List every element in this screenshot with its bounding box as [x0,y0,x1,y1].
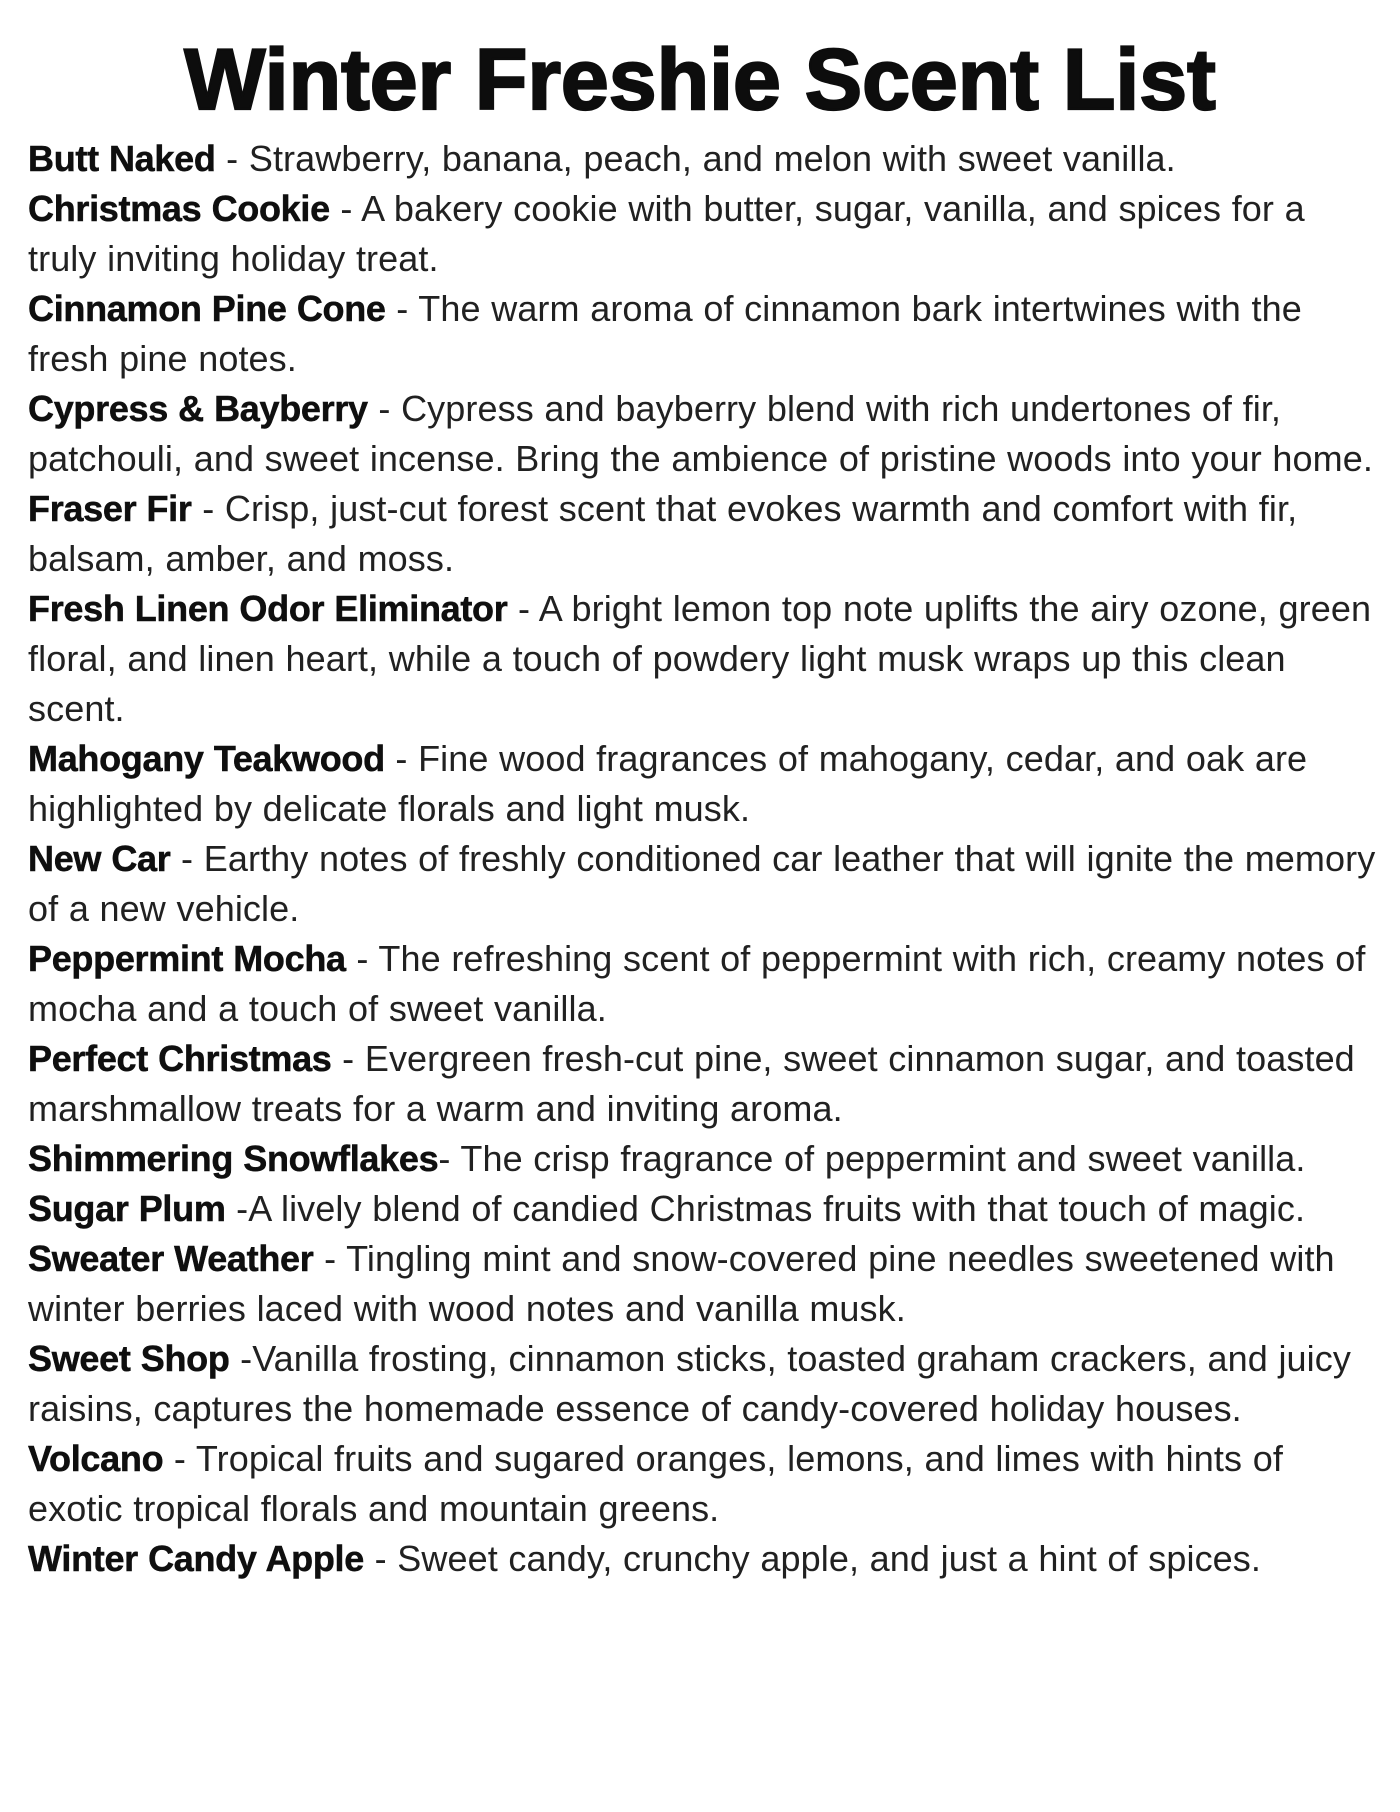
scent-description: A lively blend of candied Christmas fruits with that touch of magic. [248,1188,1306,1229]
scent-name: Butt Naked [28,138,216,179]
scent-name: Volcano [28,1438,164,1479]
scent-description: Cypress and bayberry blend with rich undertones of fir, patchouli, and sweet incense. Bring the ambience of pristine woods into your home. [28,388,1373,479]
scent-separator: - [215,138,249,179]
scent-item [28,284,1378,384]
scent-item [28,1534,1378,1584]
scent-item [28,1134,1378,1184]
scent-description: Tingling mint and snow-covered pine needles sweetened with winter berries laced with wood notes and vanilla musk. [28,1238,1335,1329]
scent-item [28,184,1378,284]
scent-list [0,132,1400,1584]
scent-separator: - [225,1188,249,1229]
scent-name: Peppermint Mocha [28,938,346,979]
scent-separator: - [345,938,379,979]
scent-item [28,384,1378,484]
scent-description: The warm aroma of cinnamon bark intertwines with the fresh pine notes. [28,288,1302,379]
scent-description: A bakery cookie with butter, sugar, vanilla, and spices for a truly inviting holiday treat. [28,188,1305,279]
scent-separator: - [329,188,362,229]
scent-description: Evergreen fresh-cut pine, sweet cinnamon sugar, and toasted marshmallow treats for a warm and inviting aroma. [28,1038,1355,1129]
scent-name: Winter Candy Apple [28,1538,364,1579]
scent-name: Sweet Shop [28,1338,230,1379]
scent-name: Mahogany Teakwood [28,738,385,779]
scent-description: Vanilla frosting, cinnamon sticks, toasted graham crackers, and juicy raisins, captures the homemade essence of candy-covered holiday houses. [28,1338,1351,1429]
scent-description: Tropical fruits and sugared oranges, lemons, and limes with hints of exotic tropical florals and mountain greens. [28,1438,1283,1529]
scent-name: Shimmering Snowflakes [28,1138,439,1179]
scent-separator: - [507,588,539,629]
scent-item [28,1034,1378,1134]
scent-description: Crisp, just-cut forest scent that evokes warmth and comfort with fir, balsam, amber, and moss. [28,488,1298,579]
scent-name: Fresh Linen Odor Eliminator [28,588,508,629]
scent-item [28,734,1378,834]
scent-separator: - [313,1238,347,1279]
page-title: Winter Freshie Scent List [184,32,1216,128]
scent-name: Cypress & Bayberry [28,388,368,429]
scent-item [28,134,1378,184]
scent-separator: - [163,1438,196,1479]
scent-description: Earthy notes of freshly conditioned car leather that will ignite the memory of a new vehicle. [28,838,1376,929]
scent-item [28,484,1378,584]
scent-separator: - [384,738,419,779]
scent-description: Sweet candy, crunchy apple, and just a hint of spices. [397,1538,1261,1579]
scent-separator: - [438,1138,461,1179]
scent-item [28,584,1378,734]
scent-name: Perfect Christmas [28,1038,332,1079]
scent-description: The refreshing scent of peppermint with rich, creamy notes of mocha and a touch of sweet vanilla. [28,938,1366,1029]
scent-separator: - [229,1338,253,1379]
scent-item [28,1184,1378,1234]
scent-description: Fine wood fragrances of mahogany, cedar, and oak are highlighted by delicate florals and light musk. [28,738,1308,829]
scent-description: A bright lemon top note uplifts the airy ozone, green floral, and linen heart, while a touch of powdery light musk wraps up this clean scent. [28,588,1372,729]
scent-name: Cinnamon Pine Cone [28,288,386,329]
scent-item [28,1334,1378,1434]
scent-name: Sweater Weather [28,1238,314,1279]
scent-name: Sugar Plum [28,1188,226,1229]
scent-item [28,834,1378,934]
scent-separator: - [170,838,204,879]
scent-separator: - [331,1038,365,1079]
scent-item [28,1234,1378,1334]
scent-item [28,934,1378,1034]
scent-name: New Car [28,838,171,879]
scent-description: The crisp fragrance of peppermint and sweet vanilla. [460,1138,1306,1179]
scent-name: Fraser Fir [28,488,192,529]
scent-separator: - [385,288,419,329]
scent-item [28,1434,1378,1534]
scent-name: Christmas Cookie [28,188,330,229]
scent-separator: - [363,1538,398,1579]
scent-separator: - [367,388,402,429]
scent-separator: - [191,488,225,529]
scent-description: Strawberry, banana, peach, and melon with sweet vanilla. [248,138,1176,179]
